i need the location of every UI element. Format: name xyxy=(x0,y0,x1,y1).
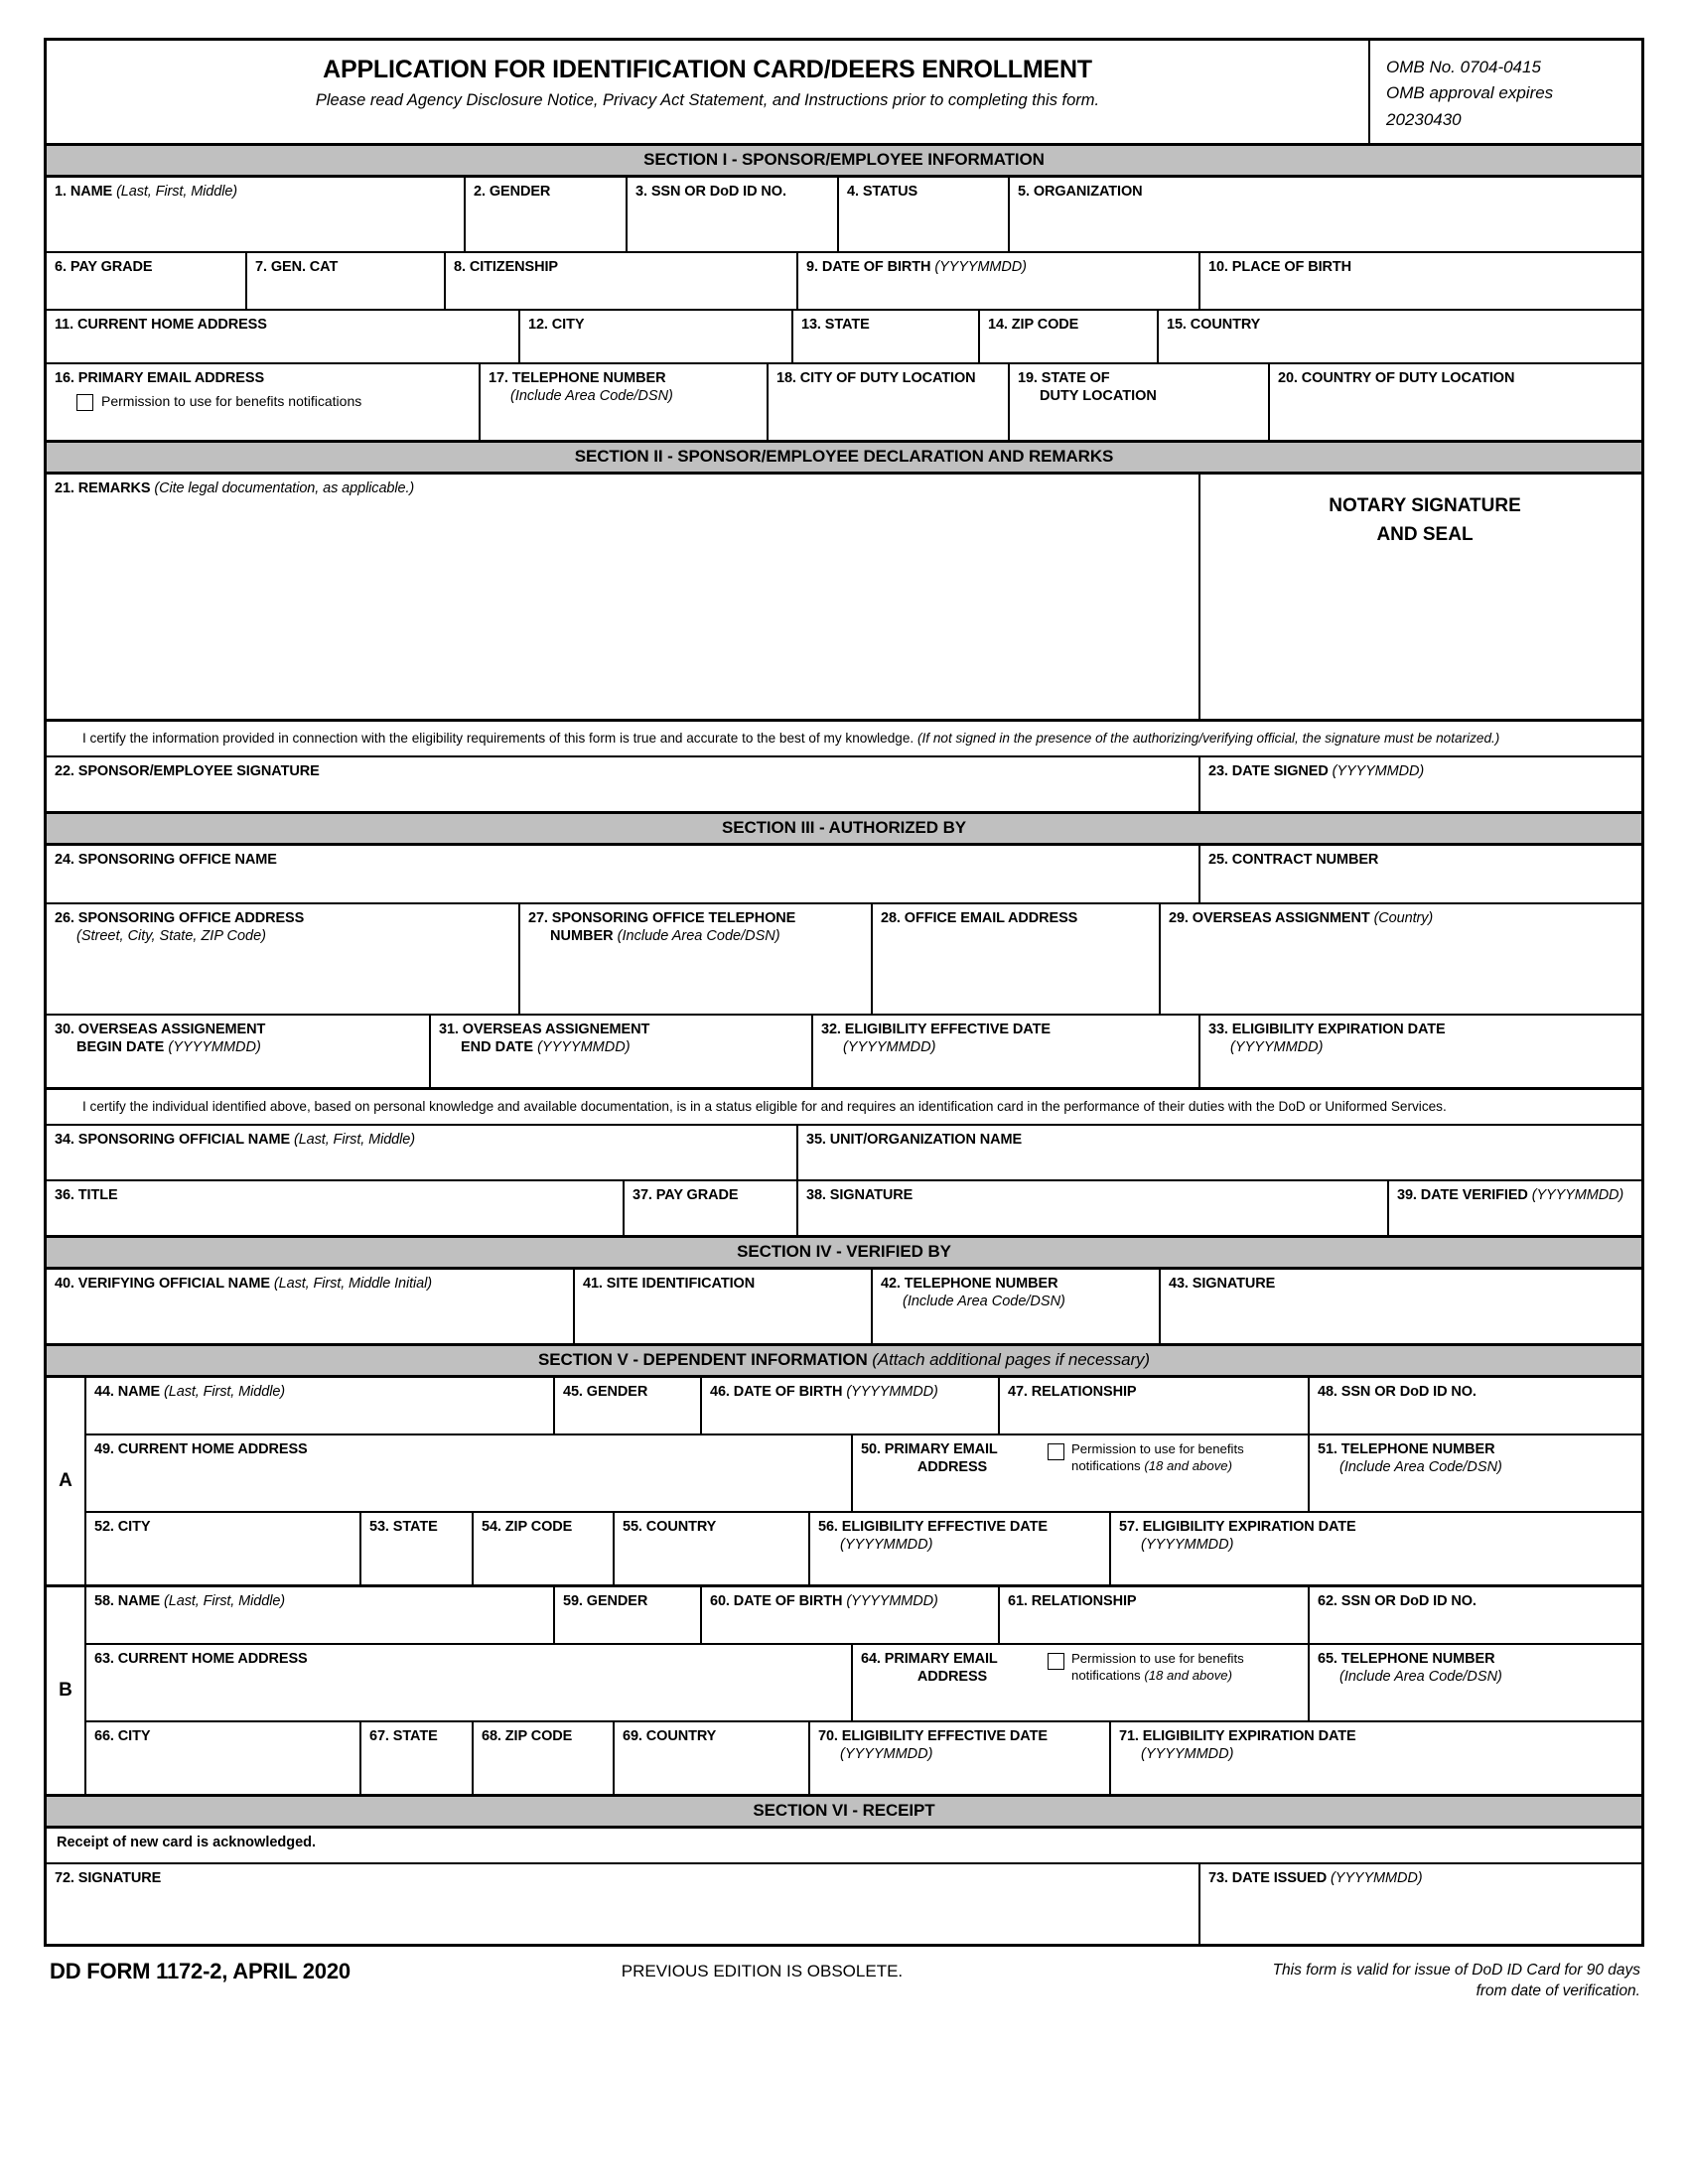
field-14-zip-code[interactable] xyxy=(978,311,1157,362)
section-3-certification-row xyxy=(47,1087,1641,1124)
field-64-primary-email-address[interactable] xyxy=(851,1645,1308,1720)
section-1-row-3 xyxy=(47,309,1641,362)
field-69-label: 69. COUNTRY xyxy=(623,1728,717,1745)
field-30-hint: (YYYYMMDD) xyxy=(168,1038,261,1055)
field-16-label: 16. PRIMARY EMAIL ADDRESS xyxy=(55,370,265,387)
field-1-hint: (Last, First, Middle) xyxy=(116,184,238,201)
field-12-label: 12. CITY xyxy=(528,317,585,334)
field-60-date-of-birth[interactable] xyxy=(700,1587,998,1643)
field-5-label: 5. ORGANIZATION xyxy=(1018,184,1143,201)
field-34-sponsoring-official-name[interactable] xyxy=(47,1126,796,1179)
field-37-label: 37. PAY GRADE xyxy=(633,1187,739,1204)
field-29-label: 29. OVERSEAS ASSIGNMENT xyxy=(1169,910,1370,927)
field-37-pay-grade[interactable] xyxy=(623,1181,796,1235)
field-1-label: 1. NAME xyxy=(55,184,113,201)
section-6-header: SECTION VI - RECEIPT xyxy=(47,1794,1641,1829)
field-12-city[interactable] xyxy=(518,311,791,362)
field-10-place-of-birth[interactable] xyxy=(1198,253,1641,309)
field-63-label: 63. CURRENT HOME ADDRESS xyxy=(94,1651,308,1668)
field-23-date-signed[interactable] xyxy=(1198,757,1641,811)
page-title: APPLICATION FOR IDENTIFICATION CARD/DEERS ENROLLMENT xyxy=(323,56,1092,83)
section-3-row-3 xyxy=(47,1014,1641,1087)
field-30-overseas-begin-date[interactable] xyxy=(47,1016,429,1087)
field-18-label: 18. CITY OF DUTY LOCATION xyxy=(776,370,976,387)
header-title-block xyxy=(47,41,1368,143)
dependent-b-row-2 xyxy=(86,1643,1641,1720)
field-45-gender[interactable] xyxy=(553,1378,700,1433)
section-2-header: SECTION II - SPONSOR/EMPLOYEE DECLARATION AND REMARKS xyxy=(47,440,1641,475)
field-31-label-line2: END DATE xyxy=(461,1038,534,1055)
field-68-zip-code[interactable] xyxy=(472,1722,613,1794)
field-24-label: 24. SPONSORING OFFICE NAME xyxy=(55,852,277,869)
field-59-gender[interactable] xyxy=(553,1587,700,1643)
field-50-primary-email-address[interactable] xyxy=(851,1435,1308,1511)
field-21-remarks[interactable] xyxy=(47,475,1198,719)
field-32-eligibility-effective-date[interactable] xyxy=(811,1016,1198,1087)
field-69-country[interactable] xyxy=(613,1722,808,1794)
dependent-b-letter: B xyxy=(47,1587,86,1794)
field-66-label: 66. CITY xyxy=(94,1728,151,1745)
section-1-header: SECTION I - SPONSOR/EMPLOYEE INFORMATION xyxy=(47,143,1641,178)
section-1-row-4 xyxy=(47,362,1641,440)
field-43-signature[interactable] xyxy=(1159,1270,1641,1343)
field-14-label: 14. ZIP CODE xyxy=(988,317,1079,334)
field-29-hint: (Country) xyxy=(1373,910,1434,927)
field-4-label: 4. STATUS xyxy=(847,184,918,201)
field-42-hint: (Include Area Code/DSN) xyxy=(903,1293,1065,1309)
field-9-date-of-birth[interactable] xyxy=(796,253,1198,309)
field-23-label: 23. DATE SIGNED xyxy=(1208,763,1329,780)
field-66-city[interactable] xyxy=(86,1722,359,1794)
field-8-citizenship[interactable] xyxy=(444,253,796,309)
field-62-label: 62. SSN OR DoD ID NO. xyxy=(1318,1593,1477,1610)
field-67-state[interactable] xyxy=(359,1722,472,1794)
field-62-ssn-dod-id[interactable] xyxy=(1308,1587,1641,1643)
field-31-overseas-end-date[interactable] xyxy=(429,1016,811,1087)
field-65-label: 65. TELEPHONE NUMBER xyxy=(1318,1651,1495,1668)
field-28-office-email-address[interactable] xyxy=(871,904,1159,1014)
dependent-a-row-3 xyxy=(86,1511,1641,1584)
field-27-label-line2: NUMBER xyxy=(550,927,614,944)
section-3-row-4 xyxy=(47,1124,1641,1179)
field-27-label-line1: 27. SPONSORING OFFICE TELEPHONE xyxy=(528,910,796,927)
field-35-unit-organization-name[interactable] xyxy=(796,1126,1641,1179)
certification-plain: I certify the information provided in connection with the eligibility requirements of this form is true and accurate to the best of my knowledge. xyxy=(82,731,917,747)
section-4-row-1 xyxy=(47,1270,1641,1343)
field-44-label: 44. NAME xyxy=(94,1384,161,1401)
field-47-label: 47. RELATIONSHIP xyxy=(1008,1384,1137,1401)
field-50-label-line2: ADDRESS xyxy=(916,1458,988,1475)
field-58-hint: (Last, First, Middle) xyxy=(164,1593,286,1610)
field-47-relationship[interactable] xyxy=(998,1378,1308,1433)
field-71-eligibility-expiration-date[interactable] xyxy=(1109,1722,1641,1794)
field-32-hint: (YYYYMMDD) xyxy=(843,1038,936,1055)
field-44-hint: (Last, First, Middle) xyxy=(164,1384,286,1401)
field-65-hint: (Include Area Code/DSN) xyxy=(1339,1668,1502,1685)
field-70-label: 70. ELIGIBILITY EFFECTIVE DATE xyxy=(818,1728,1048,1745)
field-34-hint: (Last, First, Middle) xyxy=(293,1132,415,1149)
dependent-a-letter: A xyxy=(47,1378,86,1584)
field-23-hint: (YYYYMMDD) xyxy=(1332,763,1425,780)
section-3-row-5 xyxy=(47,1179,1641,1235)
section-2-signature-row xyxy=(47,755,1641,811)
notary-signature-and-seal-block[interactable] xyxy=(1198,475,1641,719)
field-64-label-line1: 64. PRIMARY EMAIL xyxy=(861,1651,998,1668)
field-6-label: 6. PAY GRADE xyxy=(55,259,153,276)
field-28-label: 28. OFFICE EMAIL ADDRESS xyxy=(881,910,1078,927)
field-39-label: 39. DATE VERIFIED xyxy=(1397,1187,1528,1204)
field-9-label: 9. DATE OF BIRTH xyxy=(806,259,931,276)
section-1-row-1 xyxy=(47,178,1641,251)
field-51-label: 51. TELEPHONE NUMBER xyxy=(1318,1441,1495,1458)
dd-form-1172-2 xyxy=(44,38,1644,1947)
field-44-dependent-name[interactable] xyxy=(86,1378,553,1433)
field-26-sponsoring-office-address[interactable] xyxy=(47,904,518,1014)
field-35-label: 35. UNIT/ORGANIZATION NAME xyxy=(806,1132,1023,1149)
dependent-b-row-3 xyxy=(86,1720,1641,1794)
field-56-label: 56. ELIGIBILITY EFFECTIVE DATE xyxy=(818,1519,1048,1536)
section-2-certification-row xyxy=(47,719,1641,755)
field-39-date-verified[interactable] xyxy=(1387,1181,1641,1235)
field-53-label: 53. STATE xyxy=(369,1519,438,1536)
receipt-acknowledgement-text: Receipt of new card is acknowledged. xyxy=(57,1835,317,1851)
field-71-hint: (YYYYMMDD) xyxy=(1141,1745,1234,1762)
field-64-label-line2: ADDRESS xyxy=(916,1668,988,1685)
field-26-hint: (Street, City, State, ZIP Code) xyxy=(76,927,266,944)
field-72-label: 72. SIGNATURE xyxy=(55,1870,162,1887)
field-16-permission-checkbox[interactable] xyxy=(76,394,93,411)
field-50-label-line1: 50. PRIMARY EMAIL xyxy=(861,1441,998,1458)
field-25-label: 25. CONTRACT NUMBER xyxy=(1208,852,1379,869)
field-58-label: 58. NAME xyxy=(94,1593,161,1610)
field-22-label: 22. SPONSOR/EMPLOYEE SIGNATURE xyxy=(55,763,320,780)
dependent-a-row-1 xyxy=(86,1378,1641,1433)
section-5-header xyxy=(47,1343,1641,1378)
field-42-label: 42. TELEPHONE NUMBER xyxy=(881,1276,1058,1293)
field-36-label: 36. TITLE xyxy=(55,1187,118,1204)
field-20-label: 20. COUNTRY OF DUTY LOCATION xyxy=(1278,370,1515,387)
field-48-label: 48. SSN OR DoD ID NO. xyxy=(1318,1384,1477,1401)
field-15-country[interactable] xyxy=(1157,311,1641,362)
field-46-hint: (YYYYMMDD) xyxy=(846,1384,938,1401)
field-55-label: 55. COUNTRY xyxy=(623,1519,717,1536)
section-1-row-2 xyxy=(47,251,1641,309)
field-40-hint: (Last, First, Middle Initial) xyxy=(273,1276,432,1293)
omb-expires-date: 20230430 xyxy=(1386,109,1462,129)
form-header xyxy=(47,41,1641,143)
field-31-hint: (YYYYMMDD) xyxy=(537,1038,631,1055)
field-70-hint: (YYYYMMDD) xyxy=(840,1745,933,1762)
field-19-state-of-duty-location[interactable] xyxy=(1008,364,1268,440)
field-54-label: 54. ZIP CODE xyxy=(482,1519,573,1536)
section-6-acknowledgement-row xyxy=(47,1829,1641,1862)
field-64-permission-line1: Permission to use for benefits xyxy=(1071,1651,1244,1667)
field-40-label: 40. VERIFYING OFFICIAL NAME xyxy=(55,1276,270,1293)
field-2-label: 2. GENDER xyxy=(474,184,551,201)
field-67-label: 67. STATE xyxy=(369,1728,438,1745)
field-50-permission-line1: Permission to use for benefits xyxy=(1071,1441,1244,1457)
field-16-permission-label: Permission to use for benefits notifications xyxy=(101,392,362,409)
field-48-ssn-dod-id[interactable] xyxy=(1308,1378,1641,1433)
field-39-hint: (YYYYMMDD) xyxy=(1531,1187,1624,1204)
field-4-status[interactable] xyxy=(837,178,1008,251)
section-3-header: SECTION III - AUTHORIZED BY xyxy=(47,811,1641,846)
field-73-label: 73. DATE ISSUED xyxy=(1208,1870,1328,1887)
field-49-label: 49. CURRENT HOME ADDRESS xyxy=(94,1441,308,1458)
field-5-organization[interactable] xyxy=(1008,178,1641,251)
field-31-label-line1: 31. OVERSEAS ASSIGNEMENT xyxy=(439,1022,650,1038)
validity-line-2: from date of verification. xyxy=(1476,1981,1640,1999)
field-11-current-home-address[interactable] xyxy=(47,311,518,362)
field-50-permission-checkbox[interactable] xyxy=(1048,1443,1064,1460)
validity-notice xyxy=(1174,1959,1640,2002)
field-73-date-issued[interactable] xyxy=(1198,1864,1641,1944)
field-41-label: 41. SITE IDENTIFICATION xyxy=(583,1276,756,1293)
field-19-label-line2: DUTY LOCATION xyxy=(1040,387,1157,404)
field-64-permission-age-note: (18 and above) xyxy=(1144,1667,1233,1683)
section-5-title: SECTION V - DEPENDENT INFORMATION xyxy=(538,1350,868,1370)
field-73-hint: (YYYYMMDD) xyxy=(1331,1870,1423,1887)
field-10-label: 10. PLACE OF BIRTH xyxy=(1208,259,1352,276)
field-27-sponsoring-office-telephone[interactable] xyxy=(518,904,871,1014)
field-8-label: 8. CITIZENSHIP xyxy=(454,259,558,276)
field-33-hint: (YYYYMMDD) xyxy=(1230,1038,1324,1055)
field-33-eligibility-expiration-date[interactable] xyxy=(1198,1016,1641,1087)
field-71-label: 71. ELIGIBILITY EXPIRATION DATE xyxy=(1119,1728,1356,1745)
field-11-label: 11. CURRENT HOME ADDRESS xyxy=(55,317,267,334)
field-7-gen-cat[interactable] xyxy=(245,253,444,309)
omb-expires-label: OMB approval expires xyxy=(1386,83,1554,103)
field-63-current-home-address[interactable] xyxy=(86,1645,851,1720)
field-17-telephone-number[interactable] xyxy=(479,364,767,440)
field-27-hint: (Include Area Code/DSN) xyxy=(617,927,780,944)
field-53-state[interactable] xyxy=(359,1513,472,1584)
field-20-country-of-duty-location[interactable] xyxy=(1268,364,1641,440)
previous-edition-notice: PREVIOUS EDITION IS OBSOLETE. xyxy=(621,1962,904,1981)
field-68-label: 68. ZIP CODE xyxy=(482,1728,573,1745)
field-50-permission-age-note: (18 and above) xyxy=(1144,1457,1233,1473)
dependent-b-block xyxy=(47,1584,1641,1794)
field-18-city-of-duty-location[interactable] xyxy=(767,364,1008,440)
field-72-signature[interactable] xyxy=(47,1864,1198,1944)
certification-italic: (If not signed in the presence of the authorizing/verifying official, the signature must be notarized.) xyxy=(916,731,1500,747)
field-3-label: 3. SSN OR DoD ID NO. xyxy=(635,184,786,201)
field-46-label: 46. DATE OF BIRTH xyxy=(710,1384,843,1401)
field-13-state[interactable] xyxy=(791,311,978,362)
field-54-zip-code[interactable] xyxy=(472,1513,613,1584)
field-21-hint: (Cite legal documentation, as applicable.) xyxy=(154,480,415,497)
field-30-label-line2: BEGIN DATE xyxy=(76,1038,165,1055)
field-64-permission-checkbox[interactable] xyxy=(1048,1653,1064,1670)
field-41-site-identification[interactable] xyxy=(573,1270,871,1343)
field-51-telephone-number[interactable] xyxy=(1308,1435,1641,1511)
dependent-a-row-2 xyxy=(86,1433,1641,1511)
field-13-label: 13. STATE xyxy=(801,317,870,334)
field-6-pay-grade[interactable] xyxy=(47,253,245,309)
field-17-hint: (Include Area Code/DSN) xyxy=(510,387,673,404)
field-64-permission-line2: notifications xyxy=(1071,1667,1141,1683)
field-9-hint: (YYYYMMDD) xyxy=(934,259,1027,276)
omb-block xyxy=(1368,41,1641,143)
section-6-signature-row xyxy=(47,1862,1641,1944)
field-46-date-of-birth[interactable] xyxy=(700,1378,998,1433)
field-57-hint: (YYYYMMDD) xyxy=(1141,1536,1234,1553)
field-36-title[interactable] xyxy=(47,1181,623,1235)
official-certification-text: I certify the individual identified above, based on personal knowledge and available documentation, is in a status eligible for and requires an identification card in the performance of their duties with the DoD or Uniformed Services. xyxy=(82,1099,1447,1115)
field-3-ssn-dod-id[interactable] xyxy=(626,178,837,251)
section-4-header: SECTION IV - VERIFIED BY xyxy=(47,1235,1641,1270)
field-50-permission-line2: notifications xyxy=(1071,1457,1141,1473)
field-25-contract-number[interactable] xyxy=(1198,846,1641,902)
field-15-label: 15. COUNTRY xyxy=(1167,317,1261,334)
field-38-label: 38. SIGNATURE xyxy=(806,1187,914,1204)
field-56-hint: (YYYYMMDD) xyxy=(840,1536,933,1553)
form-identifier: DD FORM 1172-2, APRIL 2020 xyxy=(50,1959,351,1984)
field-43-label: 43. SIGNATURE xyxy=(1169,1276,1276,1293)
field-59-label: 59. GENDER xyxy=(563,1593,648,1610)
field-2-gender[interactable] xyxy=(464,178,626,251)
validity-line-1: This form is valid for issue of DoD ID Card for 90 days xyxy=(1272,1962,1640,1979)
field-60-hint: (YYYYMMDD) xyxy=(846,1593,938,1610)
field-40-verifying-official-name[interactable] xyxy=(47,1270,573,1343)
field-34-label: 34. SPONSORING OFFICIAL NAME xyxy=(55,1132,291,1149)
field-70-eligibility-effective-date[interactable] xyxy=(808,1722,1109,1794)
notary-label-line1: NOTARY SIGNATURE xyxy=(1329,495,1521,517)
field-21-label: 21. REMARKS xyxy=(55,480,151,497)
field-22-sponsor-signature[interactable] xyxy=(47,757,1198,811)
field-49-current-home-address[interactable] xyxy=(86,1435,851,1511)
field-51-hint: (Include Area Code/DSN) xyxy=(1339,1458,1502,1475)
section-2-remarks-row xyxy=(47,475,1641,719)
field-26-label: 26. SPONSORING OFFICE ADDRESS xyxy=(55,910,305,927)
section-5-note: (Attach additional pages if necessary) xyxy=(872,1350,1150,1370)
field-16-primary-email-address[interactable] xyxy=(47,364,479,440)
section-3-row-1 xyxy=(47,846,1641,902)
dependent-b-row-1 xyxy=(86,1587,1641,1643)
page-subtitle: Please read Agency Disclosure Notice, Privacy Act Statement, and Instructions prior to completing this form. xyxy=(315,91,1100,109)
dependent-a-block xyxy=(47,1378,1641,1584)
sponsor-certification-text xyxy=(47,722,1641,754)
section-3-row-2 xyxy=(47,902,1641,1014)
field-58-dependent-name[interactable] xyxy=(86,1587,553,1643)
field-29-overseas-assignment-country[interactable] xyxy=(1159,904,1641,1014)
field-24-sponsoring-office-name[interactable] xyxy=(47,846,1198,902)
notary-label-line2: AND SEAL xyxy=(1376,523,1474,545)
field-52-city[interactable] xyxy=(86,1513,359,1584)
field-19-label-line1: 19. STATE OF xyxy=(1018,370,1110,387)
field-61-label: 61. RELATIONSHIP xyxy=(1008,1593,1137,1610)
field-61-relationship[interactable] xyxy=(998,1587,1308,1643)
field-33-label: 33. ELIGIBILITY EXPIRATION DATE xyxy=(1208,1022,1446,1038)
field-1-name[interactable] xyxy=(47,178,464,251)
field-57-label: 57. ELIGIBILITY EXPIRATION DATE xyxy=(1119,1519,1356,1536)
field-55-country[interactable] xyxy=(613,1513,808,1584)
field-42-telephone-number[interactable] xyxy=(871,1270,1159,1343)
form-footer xyxy=(44,1947,1644,2002)
field-65-telephone-number[interactable] xyxy=(1308,1645,1641,1720)
field-17-label: 17. TELEPHONE NUMBER xyxy=(489,370,666,387)
field-60-label: 60. DATE OF BIRTH xyxy=(710,1593,843,1610)
field-38-signature[interactable] xyxy=(796,1181,1387,1235)
omb-number: OMB No. 0704-0415 xyxy=(1386,58,1541,76)
field-32-label: 32. ELIGIBILITY EFFECTIVE DATE xyxy=(821,1022,1051,1038)
field-30-label-line1: 30. OVERSEAS ASSIGNEMENT xyxy=(55,1022,266,1038)
field-7-label: 7. GEN. CAT xyxy=(255,259,339,276)
field-57-eligibility-expiration-date[interactable] xyxy=(1109,1513,1641,1584)
field-45-label: 45. GENDER xyxy=(563,1384,648,1401)
field-56-eligibility-effective-date[interactable] xyxy=(808,1513,1109,1584)
field-52-label: 52. CITY xyxy=(94,1519,151,1536)
